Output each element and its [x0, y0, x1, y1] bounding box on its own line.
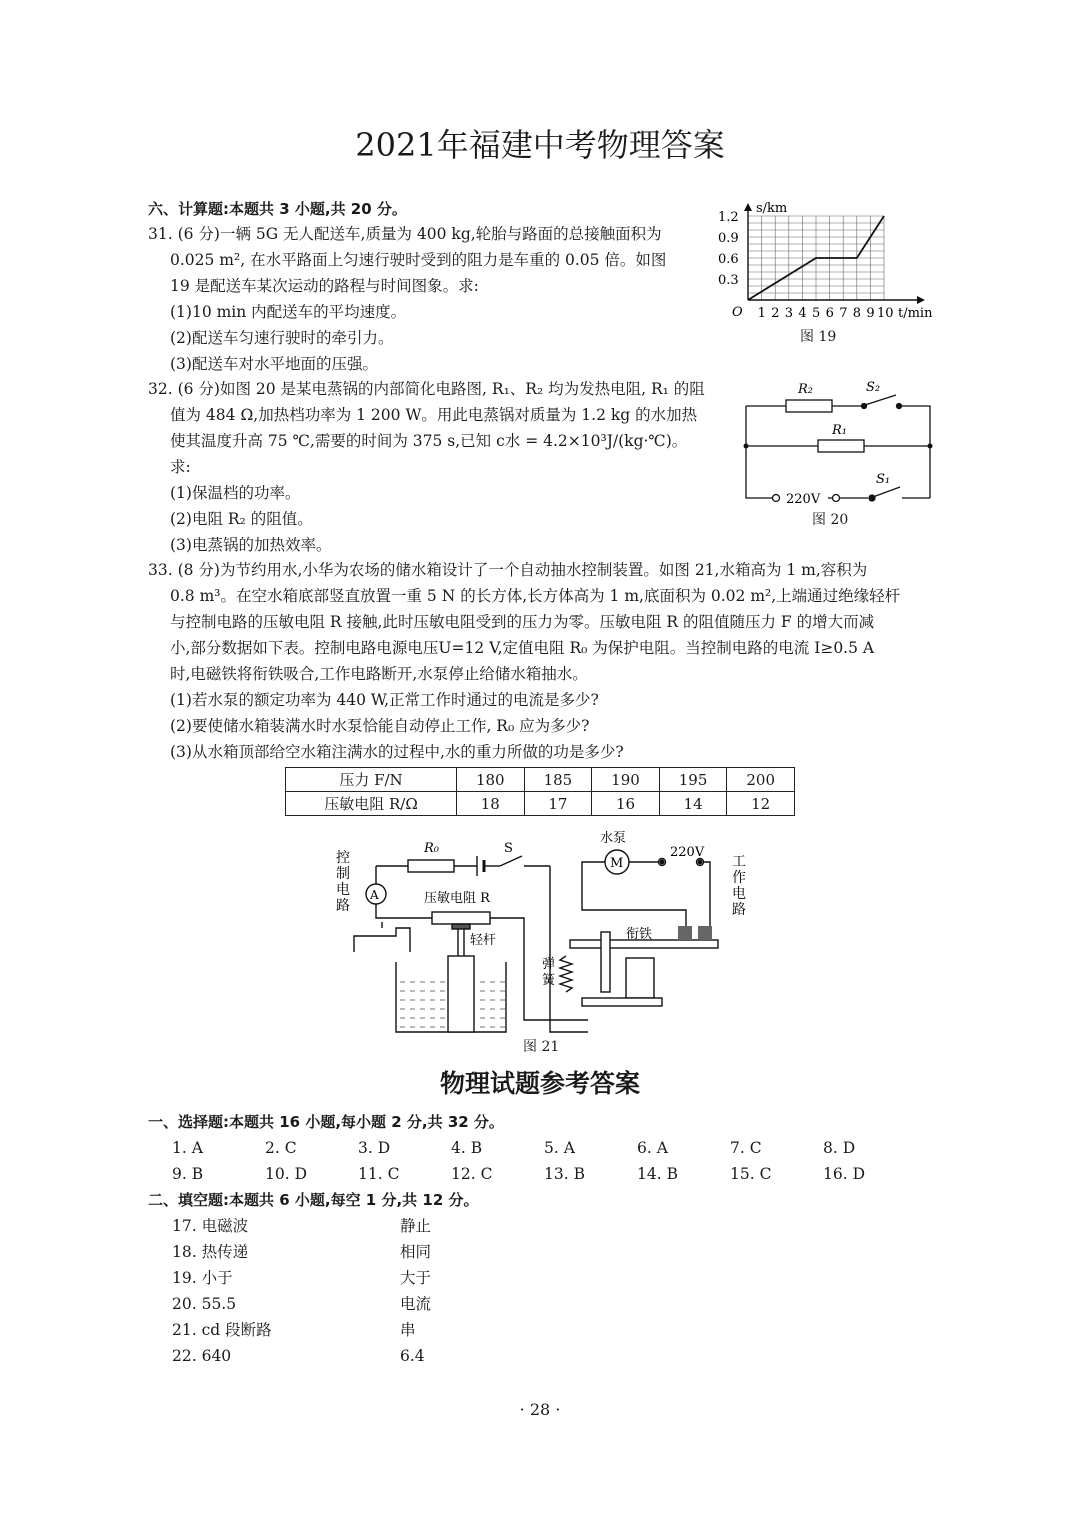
x-tick-label: 1	[757, 306, 766, 321]
fill-answer: 6.4	[400, 1347, 425, 1365]
fill-row	[172, 1317, 431, 1343]
y-axis-arrow	[744, 203, 752, 211]
choice-answer: 3. D	[358, 1139, 391, 1157]
text-line: (2)电阻 R₂ 的阻值。	[170, 510, 313, 528]
fill-answer: 22. 640	[172, 1347, 232, 1365]
table-cell: 16	[592, 792, 660, 816]
choice-answer: 6. A	[637, 1139, 668, 1157]
spring-label: 弹簧	[542, 957, 556, 988]
x-tick-label: 10	[877, 306, 894, 321]
text-line: (3)从水箱顶部给空水箱注满水的过程中,水的重力所做的功是多少?	[170, 743, 624, 761]
fill-row	[172, 1213, 431, 1239]
fill-answers	[172, 1213, 431, 1369]
text-line: (1)若水泵的额定功率为 440 W,正常工作时通过的电流是多少?	[170, 691, 599, 709]
choice-answer: 15. C	[730, 1165, 772, 1183]
fill-answer: 静止	[400, 1217, 432, 1235]
text-line: (2)配送车匀速行驶时的牵引力。	[170, 329, 394, 347]
choice-answer: 1. A	[172, 1139, 203, 1157]
y-tick-label: 0.6	[718, 252, 739, 267]
x-axis-arrow	[917, 296, 925, 304]
text-line: 求:	[170, 458, 191, 476]
x-tick-label: 8	[852, 306, 862, 321]
y-axis-label: s/km	[756, 201, 788, 216]
work-circuit-label: 工作电路	[732, 854, 746, 918]
x-axis-label: t/min	[898, 306, 933, 321]
ammeter-label: A	[370, 888, 379, 902]
choice-row	[172, 1135, 916, 1161]
table-cell: 180	[457, 768, 525, 792]
text-line: (1)保温档的功率。	[170, 484, 301, 502]
voltage-label: 220V	[670, 845, 705, 860]
text-line: 32. (6 分)如图 20 是某电蒸锅的内部简化电路图, R₁、R₂ 均为发热电阻, R₁ 的阻	[148, 380, 705, 398]
control-circuit-label: 控制电路	[336, 850, 350, 914]
table-cell: 14	[659, 792, 727, 816]
fill-row	[172, 1265, 431, 1291]
section-heading: 二、填空题:本题共 6 小题,每空 1 分,共 12 分。	[148, 1191, 479, 1209]
choice-answer: 9. B	[172, 1165, 204, 1183]
choice-answer: 12. C	[451, 1165, 493, 1183]
table-cell: 185	[524, 768, 592, 792]
x-tick-label: 3	[784, 306, 794, 321]
table-row	[286, 792, 795, 816]
rod-label: 轻杆	[470, 933, 497, 948]
fill-answer: 电流	[400, 1295, 432, 1313]
text-line: 19 是配送车某次运动的路程与时间图象。求:	[170, 277, 479, 295]
choice-answer: 8. D	[823, 1139, 856, 1157]
table-cell: 190	[592, 768, 660, 792]
table-cell: 17	[524, 792, 592, 816]
fill-row	[172, 1291, 431, 1317]
text-line: 值为 484 Ω,加热档功率为 1 200 W。用此电蒸锅对质量为 1.2 kg 的水加热	[170, 406, 698, 424]
x-tick-label: 2	[771, 306, 780, 321]
question-33	[148, 557, 900, 765]
text-line: (2)要使储水箱装满水时水泵恰能自动停止工作, R₀ 应为多少?	[170, 717, 590, 735]
page-title: 2021年福建中考物理答案	[355, 126, 725, 164]
y-tick-label: 1.2	[718, 210, 739, 225]
fill-row	[172, 1239, 431, 1265]
figure-19-caption: 图 19	[800, 329, 837, 345]
s2-label: S₂	[866, 380, 881, 395]
text-line: 0.8 m³。在空水箱底部竖直放置一重 5 N 的长方体,长方体高为 1 m,底面积为 0.02 m²,上端通过绝缘轻杆	[170, 587, 901, 605]
pressure-resistance-table	[285, 767, 795, 816]
x-tick-label: 9	[866, 306, 875, 321]
text-line: (3)配送车对水平地面的压强。	[170, 355, 378, 373]
fill-answer: 大于	[400, 1269, 432, 1287]
figure-21-caption: 图 21	[523, 1039, 560, 1055]
table-cell: 18	[457, 792, 525, 816]
table-row	[286, 768, 795, 792]
choice-answer: 5. A	[544, 1139, 575, 1157]
section-heading: 六、计算题:本题共 3 小题,共 20 分。	[148, 200, 407, 218]
choice-answer: 7. C	[730, 1139, 762, 1157]
choice-answers	[172, 1135, 916, 1187]
choice-answer: 11. C	[358, 1165, 400, 1183]
choice-answer: 13. B	[544, 1165, 585, 1183]
text-line: 0.025 m², 在水平路面上匀速行驶时受到的阻力是车重的 0.05 倍。如图	[170, 251, 667, 269]
table-cell: 200	[727, 768, 795, 792]
choice-answer: 14. B	[637, 1165, 678, 1183]
fill-row	[172, 1343, 431, 1369]
text-line: 33. (8 分)为节约用水,小华为农场的储水箱设计了一个自动抽水控制装置。如图 21,水箱高为 1 m,容积为	[148, 561, 868, 579]
text-line: 时,电磁铁将衔铁吸合,工作电路断开,水泵停止给储水箱抽水。	[170, 665, 588, 683]
question-32	[148, 376, 705, 558]
figure-20-caption: 图 20	[812, 512, 849, 528]
y-tick-label: 0.9	[718, 231, 739, 246]
text-line: 小,部分数据如下表。控制电路电源电压U=12 V,定值电阻 R₀ 为保护电阻。当控制电路的电流 I≥0.5 A	[170, 639, 875, 657]
armature-label: 衔铁	[626, 927, 653, 942]
x-tick-label: 5	[812, 306, 821, 321]
r1-label: R₁	[832, 423, 847, 438]
text-line: (3)电蒸锅的加热效率。	[170, 536, 332, 554]
table-cell: 压力 F/N	[286, 768, 457, 792]
fill-answer: 20. 55.5	[172, 1295, 237, 1313]
fill-answer: 21. cd 段断路	[172, 1321, 272, 1339]
choice-row	[172, 1161, 916, 1187]
y-tick-label: 0.3	[718, 273, 739, 288]
question-31	[148, 221, 666, 377]
choice-answer: 4. B	[451, 1139, 483, 1157]
figure-20-circuit	[740, 376, 940, 511]
table-cell: 12	[727, 792, 795, 816]
section-heading: 一、选择题:本题共 16 小题,每小题 2 分,共 32 分。	[148, 1113, 504, 1131]
switch-label: S	[504, 841, 513, 856]
motor-label: M	[610, 856, 624, 871]
text-line: 使其温度升高 75 ℃,需要的时间为 375 s,已知 c水 = 4.2×10³J/(kg·℃)。	[170, 432, 688, 450]
fill-answer: 18. 热传递	[172, 1243, 249, 1261]
fill-answer: 串	[400, 1321, 416, 1339]
text-line: (1)10 min 内配送车的平均速度。	[170, 303, 407, 321]
fill-answer: 19. 小于	[172, 1269, 233, 1287]
s1-label: S₁	[876, 472, 891, 487]
fill-answer: 相同	[400, 1243, 432, 1261]
r2-label: R₂	[798, 382, 813, 397]
text-line: 31. (6 分)一辆 5G 无人配送车,质量为 400 kg,轮胎与路面的总接触面积为	[148, 225, 662, 243]
origin-label: O	[732, 305, 743, 320]
table-cell: 195	[659, 768, 727, 792]
choice-answer: 2. C	[265, 1139, 297, 1157]
answers-title: 物理试题参考答案	[439, 1069, 640, 1098]
page-number: · 28 ·	[519, 1400, 561, 1419]
x-tick-label: 4	[798, 306, 807, 321]
text-line: 与控制电路的压敏电阻 R 接触,此时压敏电阻受到的压力为零。压敏电阻 R 的阻值随压力 F 的增大而减	[170, 613, 875, 631]
table-cell: 压敏电阻 R/Ω	[286, 792, 457, 816]
choice-answer: 16. D	[823, 1165, 866, 1183]
x-tick-label: 7	[839, 306, 848, 321]
fill-answer: 17. 电磁波	[172, 1217, 249, 1235]
piezo-label: 压敏电阻 R	[424, 891, 490, 906]
r0-label: R₀	[424, 841, 439, 856]
voltage-label: 220V	[786, 492, 821, 507]
pump-label: 水泵	[600, 831, 627, 846]
choice-answer: 10. D	[265, 1165, 308, 1183]
figure-21-apparatus	[320, 822, 760, 1038]
x-tick-label: 6	[825, 306, 834, 321]
